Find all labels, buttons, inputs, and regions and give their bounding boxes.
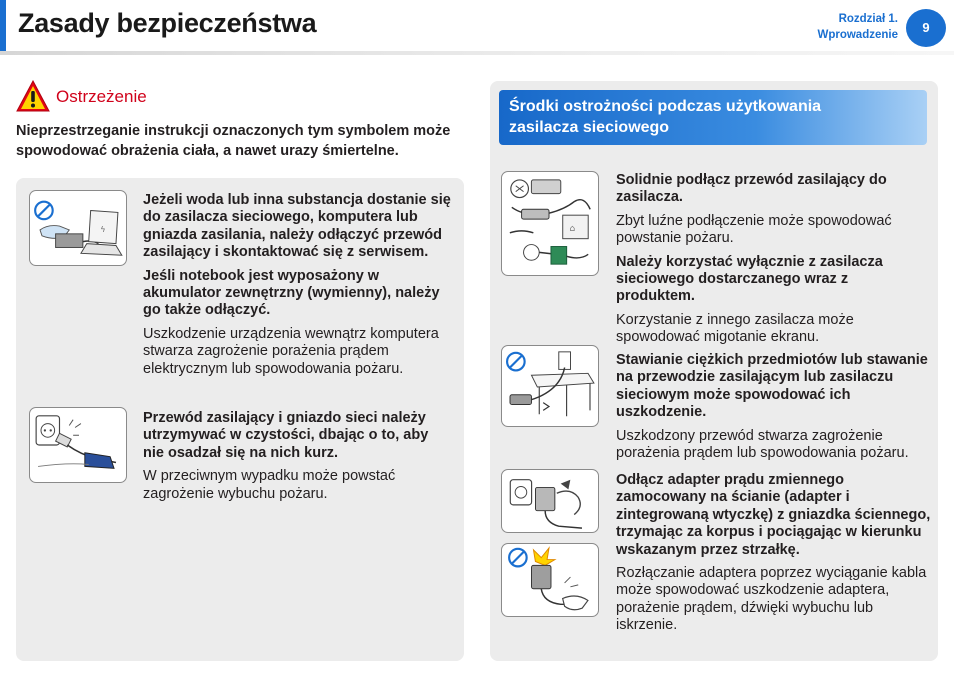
clean-plug-consequence: W przeciwnym wypadku może powstać zagrożenie wybuchu pożaru. [143, 468, 396, 502]
wall-adapter-instruction: Odłącz adapter prądu zmiennego zamocowany na ścianie (adapter i zintegrowaną wtyczkę) z gniazdka ściennego, trzymając za korpus i pociągając w kierunku wskazanym przez strzałkę. [616, 472, 931, 558]
section-title-line2: zasilacza sieciowego [509, 119, 670, 136]
clean-plug-text [143, 410, 453, 509]
water-on-adapter-illustration [29, 190, 127, 266]
cable-under-table-drawing [502, 346, 598, 426]
header-accent-bar [0, 0, 6, 52]
page-header [0, 0, 954, 58]
warning-triangle-icon [16, 80, 50, 112]
page-number-badge: 9 [906, 9, 946, 47]
battery-warning-instruction: Jeśli notebook jest wyposażony w akumulator zewnętrzny (wymienny), należy go także odłączyć. [143, 267, 440, 319]
wall-adapter-cable-drawing [502, 544, 598, 616]
adapter-connection-drawing [502, 172, 598, 275]
cable-weight-instruction: Stawianie ciężkich przedmiotów lub stawanie na przewodzie zasilającym lub zasilaczu sieciowym może spowodować ich uszkodzenie. [616, 352, 928, 421]
chapter-number: Rozdział 1. [838, 13, 898, 25]
adapter-connection-text [616, 172, 928, 353]
clean-plug-instruction: Przewód zasilający i gniazdo sieci należy utrzymywać w czystości, dbając o to, aby nie osadzał się na nich kurz. [143, 410, 429, 461]
clean-plug-drawing [30, 408, 126, 482]
wall-adapter-pull-cable-illustration [501, 543, 599, 617]
chapter-name: Wprowadzenie [817, 29, 898, 41]
warning-title: Ostrzeżenie [56, 87, 147, 106]
svg-text:ϟ: ϟ [100, 224, 106, 234]
water-adapter-drawing [30, 191, 126, 265]
page-title: Zasady bezpieczeństwa [18, 8, 317, 38]
clean-plug-illustration [29, 407, 127, 483]
wall-adapter-body-drawing [502, 470, 598, 532]
section-heading-bar [499, 90, 927, 145]
water-warning-text [143, 192, 453, 384]
section-title-line1: Środki ostrożności podczas użytkowania [509, 98, 822, 115]
svg-text:⌂: ⌂ [569, 223, 576, 234]
wall-adapter-text [616, 472, 932, 641]
firm-connection-consequence: Zbyt luźne podłączenie może spowodować powstanie pożaru. [616, 212, 892, 247]
header-divider [0, 51, 954, 55]
water-warning-instruction: Jeżeli woda lub inna substancja dostanie się do zasilacza sieciowego, komputera lub gniazda zasilania, należy odłączyć przewód zasilający i skontaktować się z serwisem. [143, 192, 451, 261]
cable-weight-consequence: Uszkodzony przewód stwarza zagrożenie porażenia prądem lub spowodowania pożaru. [616, 427, 909, 462]
warning-text: Nieprzestrzeganie instrukcji oznaczonych tym symbolem może spowodować obrażenia ciała, a nawet urazy śmiertelne. [16, 123, 451, 159]
original-adapter-instruction: Należy korzystać wyłącznie z zasilacza sieciowego dostarczanego wraz z produktem. [616, 253, 883, 305]
cable-under-table-illustration [501, 345, 599, 427]
water-warning-consequence: Uszkodzenie urządzenia wewnątrz komputera stwarza zagrożenie porażenia prądem elektrycznym lub spowodowania pożaru. [143, 325, 439, 377]
chapter-label [817, 11, 898, 43]
adapter-connection-illustration [501, 171, 599, 276]
wall-adapter-consequence: Rozłączanie adaptera poprzez wyciąganie kabla może spowodować uszkodzenie adaptera, porażenie prądem, dźwięki wybuchu lub iskrzenie. [616, 565, 927, 634]
wall-adapter-pull-body-illustration [501, 469, 599, 533]
cable-weight-text [616, 352, 928, 468]
firm-connection-instruction: Solidnie podłącz przewód zasilający do zasilacza. [616, 172, 887, 206]
original-adapter-consequence: Korzystanie z innego zasilacza może spowodować migotanie ekranu. [616, 311, 854, 346]
